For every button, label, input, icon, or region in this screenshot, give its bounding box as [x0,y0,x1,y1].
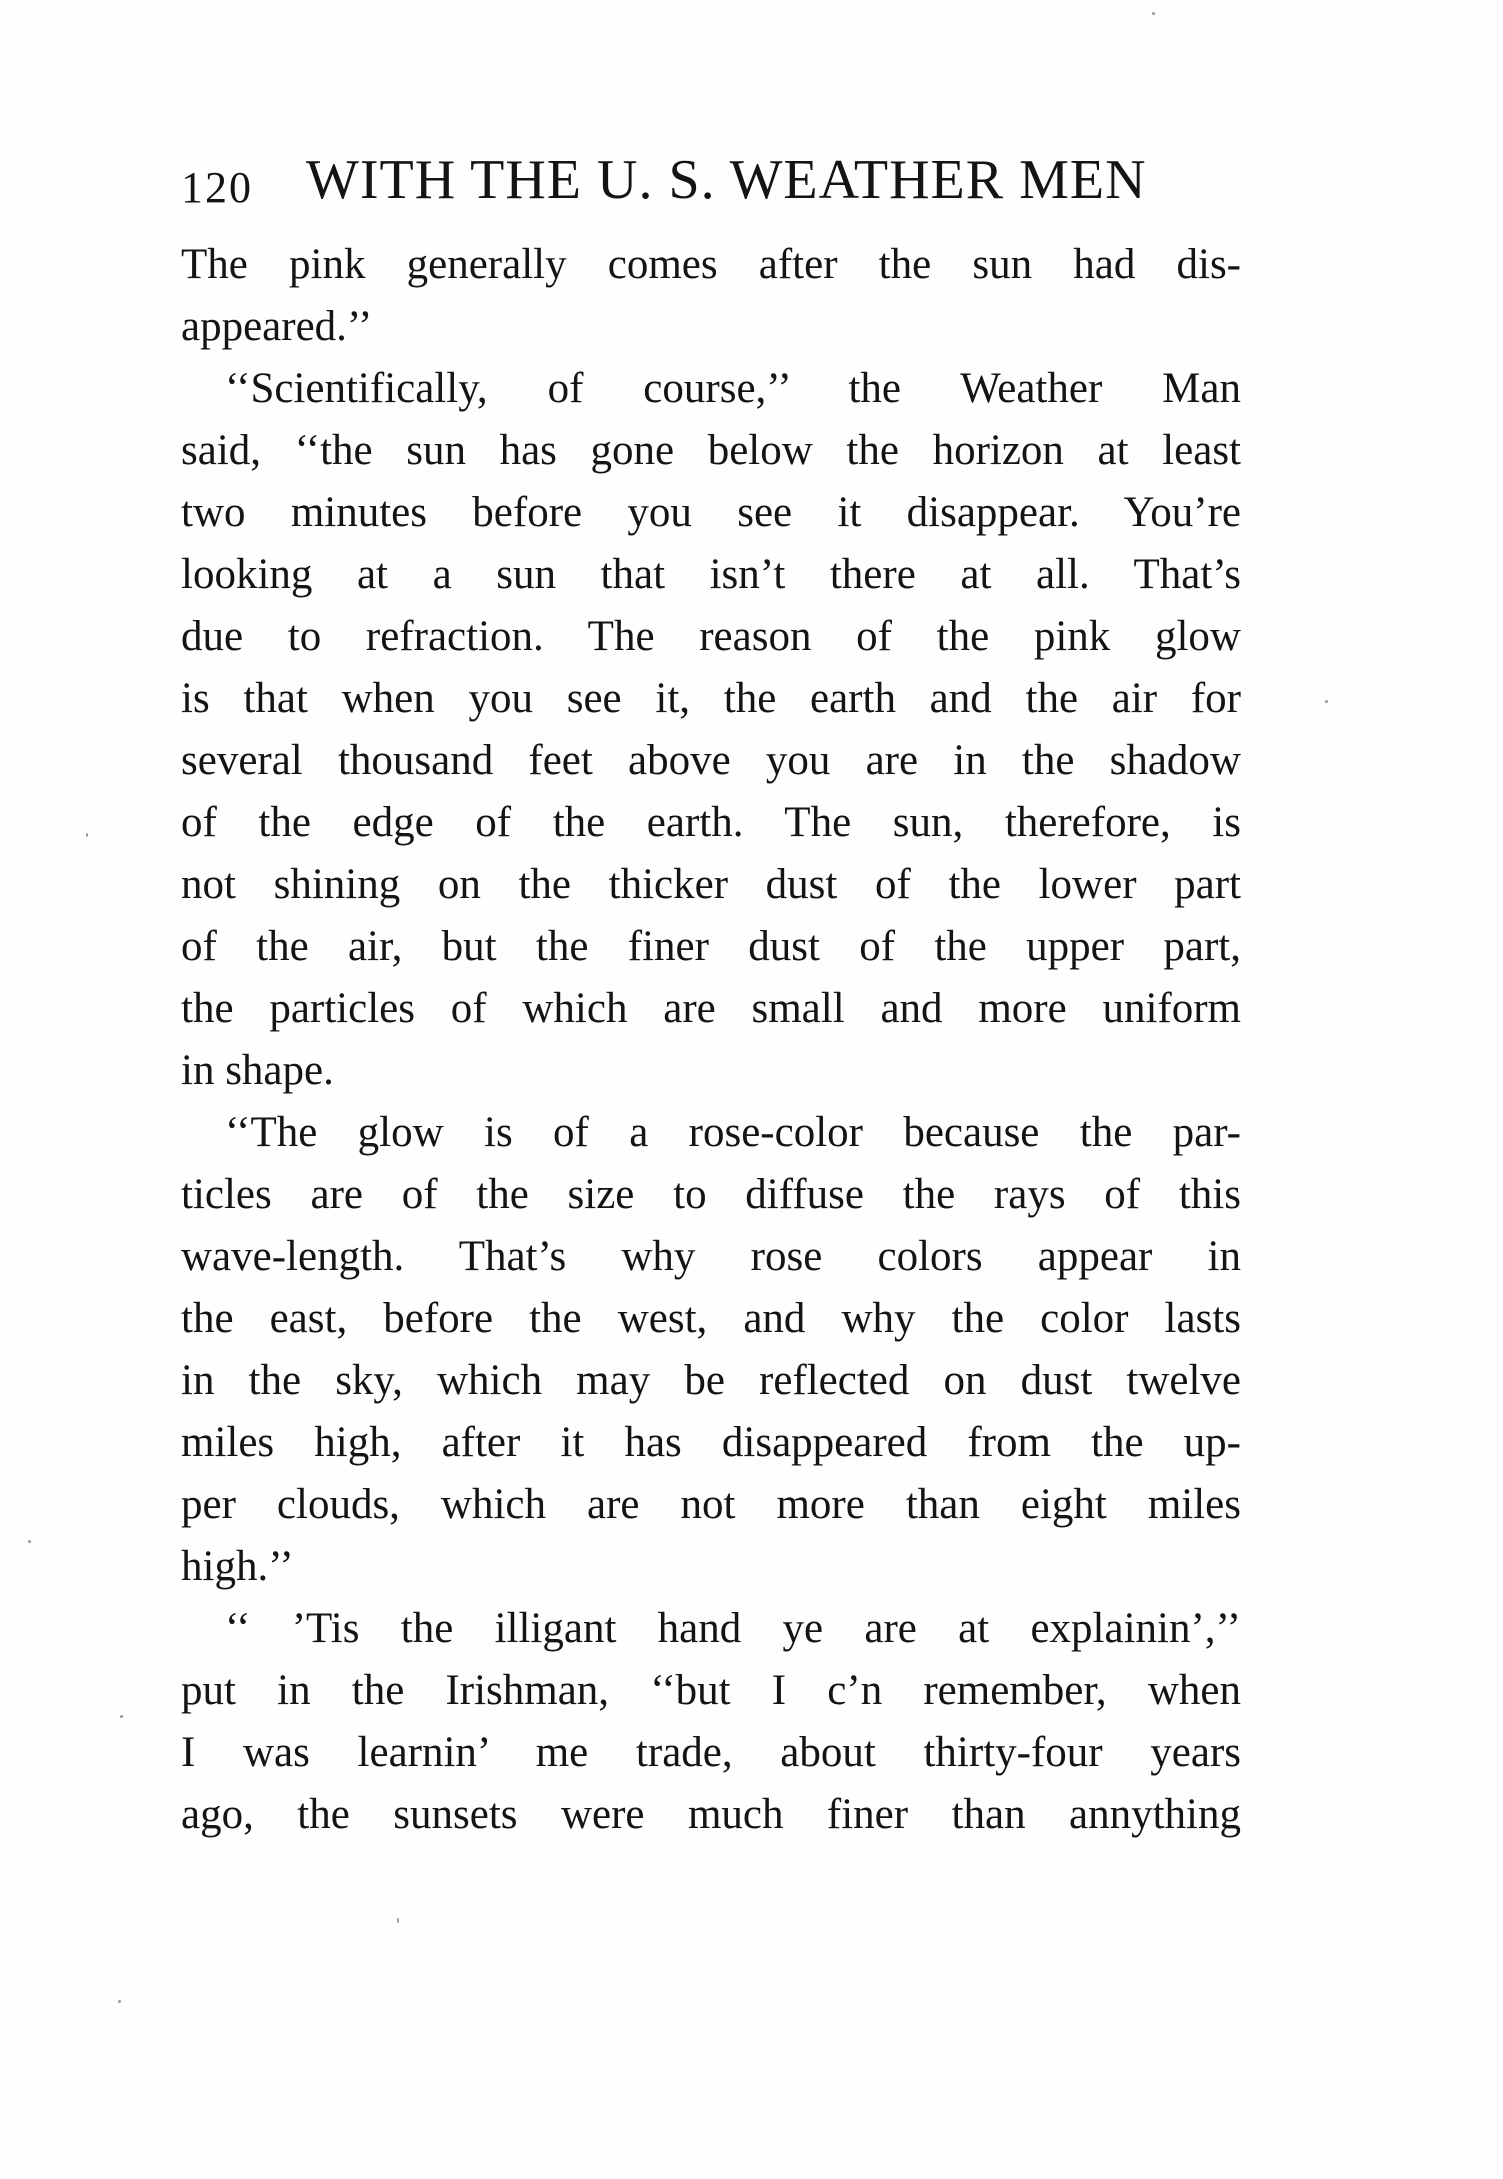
text-line: put in the Irishman, ‘‘but I c’n remember, when [181,1667,1241,1714]
paper-speck [28,1540,31,1543]
paragraph-first-line: ‘‘ ’Tis the illigant hand ye are at explainin’,’’ [225,1605,1241,1652]
paper-speck [1152,12,1155,15]
body-text [181,234,1241,1846]
text-line: miles high, after it has disappeared from the up- [181,1419,1241,1466]
text-line: ticles are of the size to diffuse the rays of this [181,1171,1241,1218]
text-line: appeared.’’ [181,303,373,350]
text-line: ago, the sunsets were much finer than annything [181,1791,1241,1838]
text-line: per clouds, which are not more than eight miles [181,1481,1241,1528]
text-line: several thousand feet above you are in the shadow [181,737,1241,784]
text-line: the east, before the west, and why the color lasts [181,1295,1241,1342]
paper-speck [118,2000,121,2003]
text-line: The pink generally comes after the sun had dis- [181,241,1241,288]
paragraph-first-line: ‘‘Scientifically, of course,’’ the Weather Man [225,365,1241,412]
text-line: of the air, but the finer dust of the upper part, [181,923,1241,970]
paper-speck [86,833,88,837]
text-line: due to refraction. The reason of the pink glow [181,613,1241,660]
text-line: in shape. [181,1047,334,1094]
running-head [181,148,1241,228]
running-title: WITH THE U. S. WEATHER MEN [306,149,1147,211]
text-line: I was learnin’ me trade, about thirty-four years [181,1729,1241,1776]
page-number: 120 [181,163,253,212]
text-line: the particles of which are small and more uniform [181,985,1241,1032]
paragraph-first-line: ‘‘The glow is of a rose-color because the par- [225,1109,1241,1156]
paper-speck [397,1918,399,1923]
paper-speck [1325,700,1328,703]
text-line: high.’’ [181,1543,294,1590]
text-line: said, ‘‘the sun has gone below the horizon at least [181,427,1241,474]
text-line: two minutes before you see it disappear. You’re [181,489,1241,536]
text-line: of the edge of the earth. The sun, therefore, is [181,799,1241,846]
text-line: wave-length. That’s why rose colors appear in [181,1233,1241,1280]
paper-speck [120,1715,123,1718]
text-line: is that when you see it, the earth and the air for [181,675,1241,722]
text-line: not shining on the thicker dust of the lower part [181,861,1241,908]
text-line: in the sky, which may be reflected on dust twelve [181,1357,1241,1404]
text-line: looking at a sun that isn’t there at all. That’s [181,551,1241,598]
